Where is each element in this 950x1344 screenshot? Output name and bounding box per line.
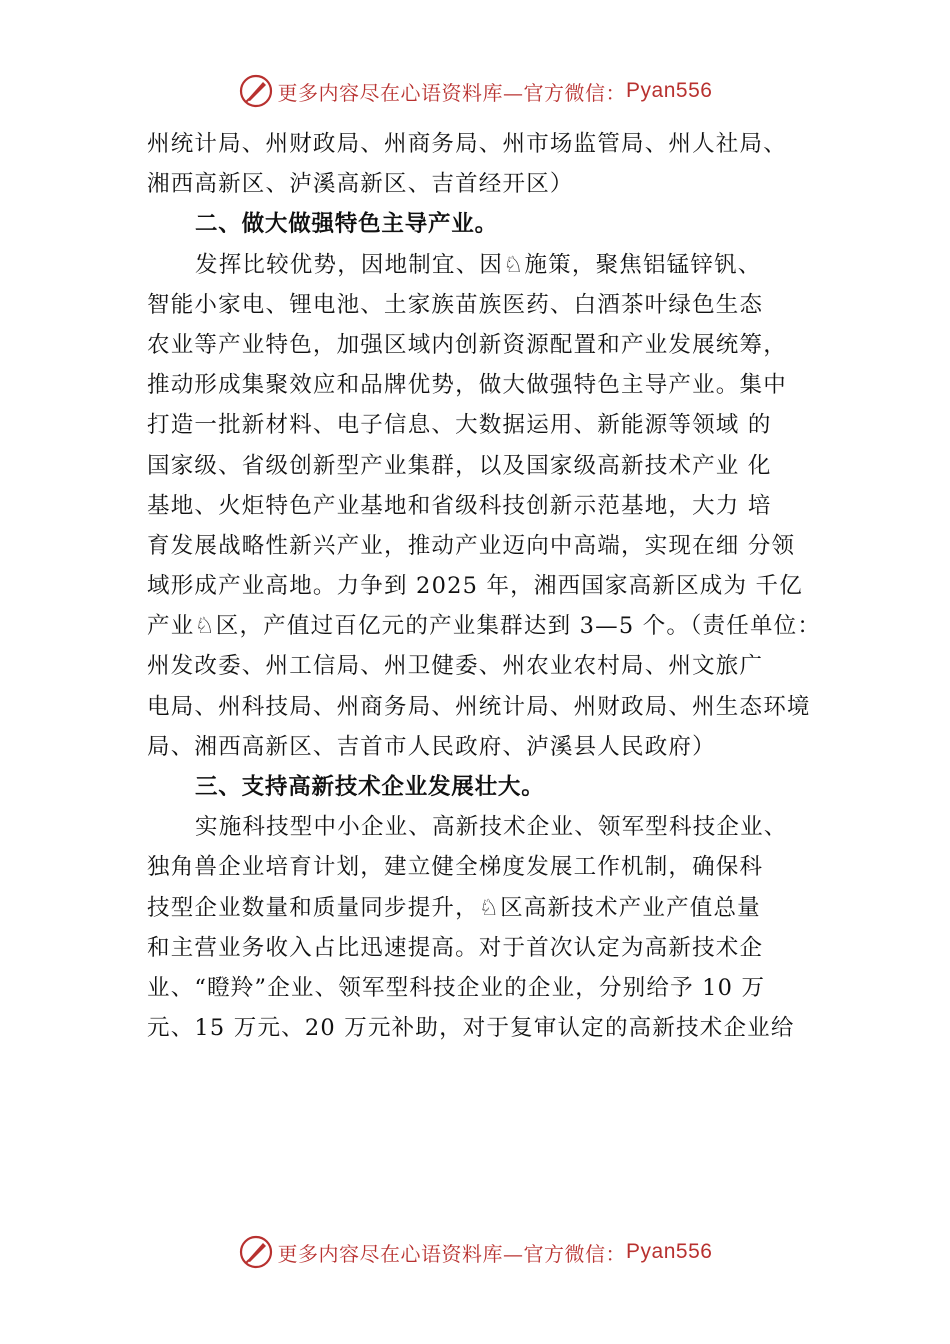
text-line: 基地、火炬特色产业基地和省级科技创新示范基地，大力 培 [147, 492, 772, 519]
banner-text: 更多内容尽在心语资料库—官方微信： [277, 80, 627, 105]
text-line: 产业♘区，产值过百亿元的产业集群达到 3—5 个。（责任单位： [147, 613, 822, 640]
wechat-id: Pyan556 [626, 79, 713, 102]
text-line: 实施科技型中小企业、高新技术企业、领军型科技企业、 [195, 814, 788, 841]
text-line: 推动形成集聚效应和品牌优势，做大做强特色主导产业。集中 [147, 372, 787, 399]
text-line: 智能小家电、锂电池、土家族苗族医药、白酒茶叶绿色生态 [147, 291, 764, 318]
footer-banner [0, 1232, 950, 1272]
text-line: 州统计局、州财政局、州商务局、州市场监管局、州人社局、 [147, 131, 787, 157]
section-heading: 二、做大做强特色主导产业。 [195, 211, 498, 238]
text-line: 湘西高新区、泸溪高新区、吉首经开区） [147, 171, 574, 198]
text-line: 农业等产业特色，加强区域内创新资源配置和产业发展统筹， [147, 331, 787, 358]
text-line: 独角兽企业培育计划，建立健全梯度发展工作机制，确保科 [147, 854, 764, 881]
quill-pen-logo-icon [238, 73, 274, 109]
section-heading: 三、支持高新技术企业发展壮大。 [195, 774, 545, 800]
document-body [147, 124, 847, 1048]
text-line: 国家级、省级创新型产业集群，以及国家级高新技术产业 化 [147, 452, 772, 479]
quill-pen-logo-icon [238, 1234, 274, 1270]
text-line: 育发展战略性新兴产业，推动产业迈向中高端，实现在细 分领 [147, 532, 796, 559]
wechat-id: Pyan556 [626, 1240, 713, 1263]
text-line: 发挥比较优势，因地制宜、因♘施策，聚焦铝锰锌钒、 [195, 251, 762, 278]
header-banner [0, 71, 950, 111]
text-line: 州发改委、州工信局、州卫健委、州农业农村局、州文旅广 [147, 653, 764, 680]
text-line: 局、湘西高新区、吉首市人民政府、泸溪县人民政府） [147, 733, 716, 760]
text-line: 元、15 万元、20 万元补助，对于复审认定的高新技术企业给 [147, 1015, 795, 1042]
text-line: 技型企业数量和质量同步提升，♘区高新技术产业产值总量 [147, 894, 761, 921]
text-line: 业、“瞪羚”企业、领军型科技企业的企业，分别给予 10 万 [147, 974, 766, 1001]
text-line: 打造一批新材料、电子信息、大数据运用、新能源等领域 的 [147, 412, 772, 439]
banner-text: 更多内容尽在心语资料库—官方微信： [277, 1241, 627, 1266]
text-line: 域形成产业高地。力争到 2025 年，湘西国家高新区成为 千亿 [147, 573, 803, 600]
text-line: 电局、州科技局、州商务局、州统计局、州财政局、州生态环境 [147, 693, 811, 720]
text-line: 和主营业务收入占比迅速提高。对于首次认定为高新技术企 [147, 934, 764, 961]
